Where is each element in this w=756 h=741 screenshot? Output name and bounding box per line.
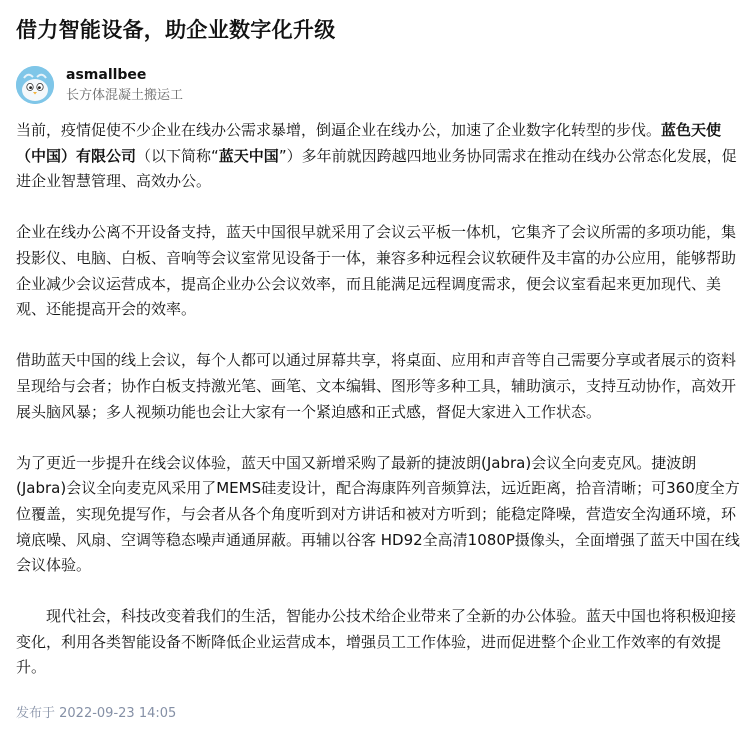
- author-card: [16, 65, 740, 105]
- paragraph-1-intro: 当前，疫情促使不少企业在线办公需求暴增，倒逼企业在线办公，加速了企业数字化转型的步伐。: [16, 121, 662, 139]
- paragraph-3: 借助蓝天中国的线上会议，每个人都可以通过屏幕共享，将桌面、应用和声音等自己需要分享或者展示的资料呈现给与会者；协作白板支持激光笔、画笔、文本编辑、图形等多种工具，辅助演示，支持互动协作，高效开展头脑风暴；多人视频功能也会让大家有一个紧迫感和正式感，督促大家进入工作状态。: [16, 351, 737, 421]
- paragraph-1-rest: ”）多年前就因跨越四地业务协同需求在推动在线办公常态化发展，促进企业智慧管理、高效办公。: [16, 146, 737, 191]
- paragraph-5: 现代社会，科技改变着我们的生活，智能办公技术给企业带来了全新的办公体验。蓝天中国也将积极迎接变化，利用各类智能设备不断降低企业运营成本，增强员工工作体验，进而促进整个企业工作效率的有效提升。: [16, 607, 737, 677]
- cartoon-bird-avatar-icon: [16, 66, 54, 104]
- author-name[interactable]: asmallbee: [66, 66, 147, 83]
- article-title: 借力智能设备，助企业数字化升级: [16, 18, 336, 42]
- company-name: 蓝色天使（中国）有限公司: [16, 121, 722, 165]
- paragraph-4: 为了更近一步提升在线会议体验，蓝天中国又新增采购了最新的捷波朗(Jabra)会议全向麦克风。捷波朗(Jabra)会议全向麦克风采用了MEMS硅麦设计，配合海康阵列音频算法，远近距离，拾音清晰；可360度全方位覆盖，实现免提写作，与会者从各个角度听到对方讲话和被对方听到；能稳定降噪，营造安全沟通环境，环境底噪、风扇、空调等稳态噪声通通屏蔽。再辅以谷客 HD92全高清1080P摄像头，全面增强了蓝天中国在线会议体验。: [16, 453, 740, 575]
- paragraph-2: 企业在线办公离不开设备支持，蓝天中国很早就采用了会议云平板一体机，它集齐了会议所需的多项功能，集投影仪、电脑、白板、音响等会议室常见设备于一体，兼容多种远程会议软硬件及丰富的办公应用，能够帮助企业减少会议运营成本，提高企业办公会议效率，而且能满足远程调度需求，便会议室看起来更加现代、美观、还能提高开会的效率。: [16, 223, 737, 319]
- company-short-name: 蓝天中国: [218, 146, 279, 165]
- paragraph-1: [16, 118, 740, 195]
- article-body: [16, 118, 740, 681]
- author-avatar[interactable]: [16, 66, 54, 104]
- author-headline: 长方体混凝土搬运工: [66, 87, 184, 103]
- paragraph-1-mid: （以下简称“: [136, 146, 219, 165]
- publish-time: 发布于 2022-09-23 14:05: [16, 706, 177, 721]
